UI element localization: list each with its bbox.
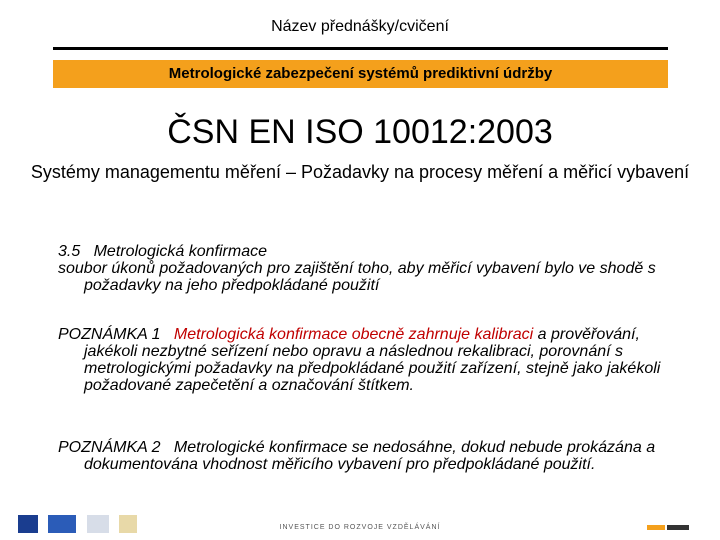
standard-title: ČSN EN ISO 10012:2003 — [167, 113, 553, 151]
lecture-title: Název přednášky/cvičení — [271, 18, 449, 35]
definition-block — [58, 243, 668, 294]
definition-text: soubor úkonů požadovaných pro zajištění toho, aby měřicí vybavení bylo ve shodě s požadavky na jeho předpokládané použití — [58, 260, 656, 294]
definition-number: 3.5 — [58, 243, 81, 260]
note-2 — [58, 439, 668, 473]
footer — [0, 510, 720, 540]
standard-subtitle: Systémy managementu měření – Požadavky na procesy měření a měřicí vybavení — [30, 162, 690, 182]
note-1-text-a: a prověřování, jakékoli nezbytné seřízení nebo opravu a následnou rekalibraci, — [84, 326, 640, 360]
note-1-highlight: Metrologická konfirmace obecně zahrnuje kalibraci — [173, 326, 534, 343]
note-2-label: POZNÁMKA 2 — [58, 439, 161, 456]
note-2-text: Metrologické konfirmace se nedosáhne, dokud nebude prokázána a dokumentována vhodnost měřicího vybavení pro předpokládané použití. — [84, 439, 656, 473]
project-logo — [647, 520, 692, 530]
note-1-text-b: porovnání s metrologickými požadavky na předpokládané použití — [84, 343, 624, 377]
note-1 — [58, 326, 668, 394]
definition-term: Metrologická konfirmace — [93, 243, 267, 260]
note-1-text-c: zařízení, stejně jako jakékoli požadované zapečetění a označování štítkem. — [84, 360, 661, 394]
topic-banner: Metrologické zabezpečení systémů prediktivní údržby — [53, 60, 668, 88]
footer-text: INVESTICE DO ROZVOJE VZDĚLÁVÁNÍ — [279, 524, 441, 531]
note-1-label: POZNÁMKA 1 — [58, 326, 161, 343]
header-divider — [53, 47, 668, 50]
